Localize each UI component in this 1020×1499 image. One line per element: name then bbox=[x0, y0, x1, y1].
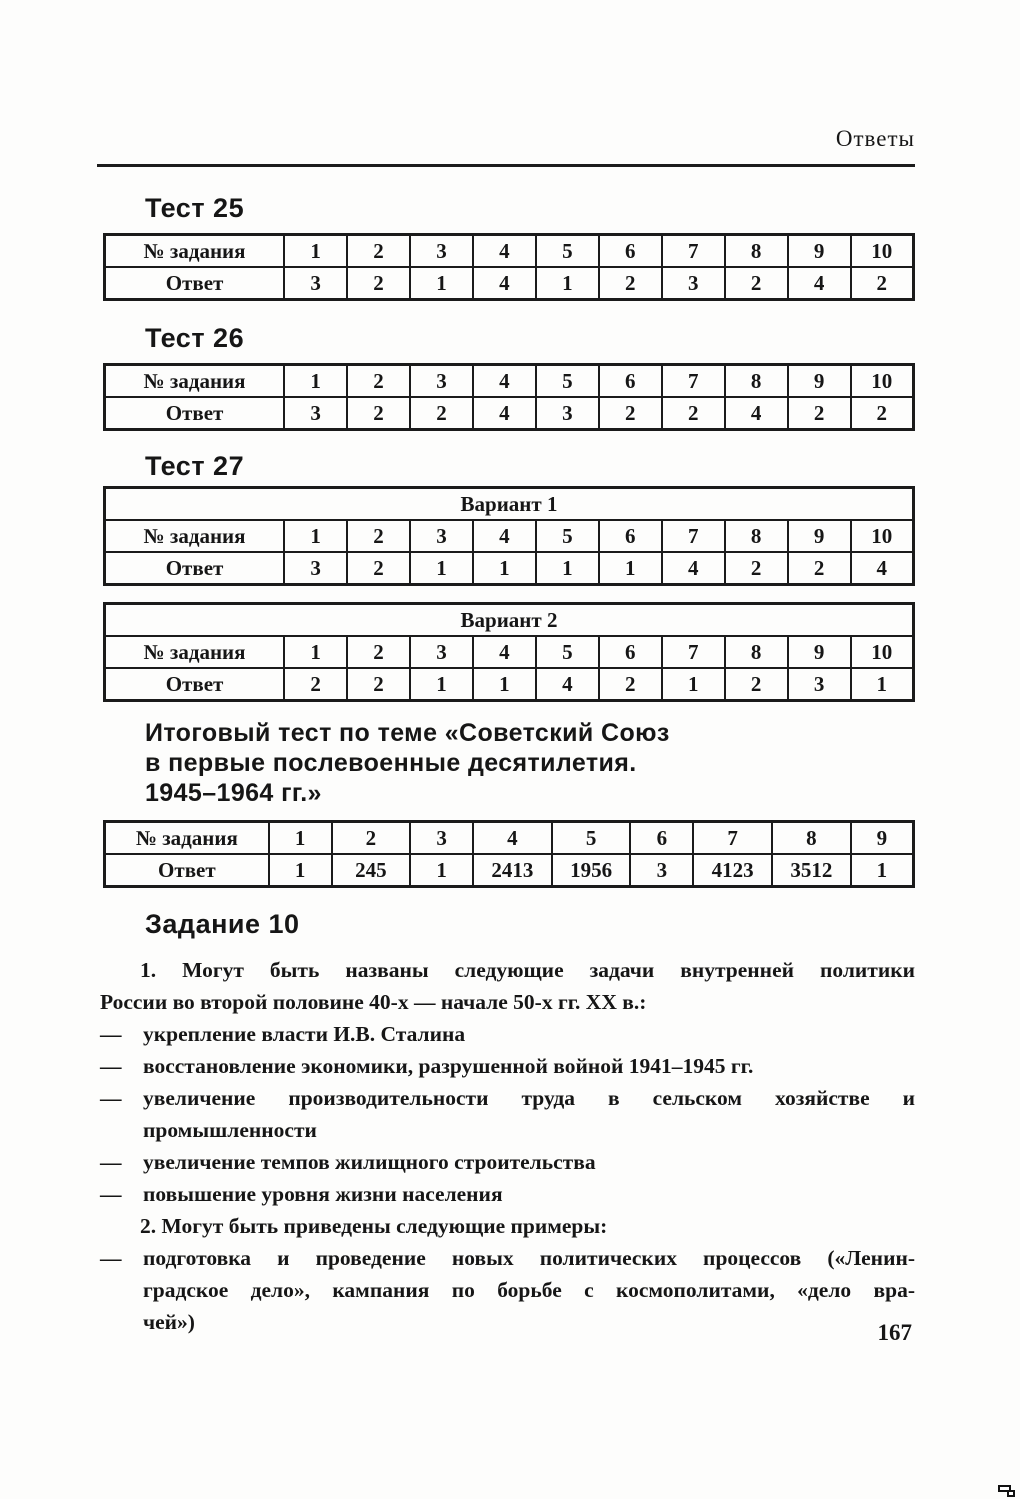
task-number-cell: 1 bbox=[284, 235, 347, 268]
task10-point2-paragraph bbox=[100, 1210, 915, 1242]
task-number-cell: 2 bbox=[347, 365, 410, 398]
answer-row bbox=[105, 267, 914, 300]
test27-variant2-table bbox=[103, 602, 915, 702]
task-number-cell: 8 bbox=[725, 636, 788, 668]
bullet-line: подготовка и проведение новых политических процессов («Ленин- bbox=[143, 1246, 915, 1270]
answer-cell: 2 bbox=[725, 552, 788, 585]
answer-row bbox=[105, 668, 914, 701]
task-number-cell: 9 bbox=[788, 520, 851, 552]
header-rule bbox=[97, 164, 915, 167]
final-test-title-line: в первые послевоенные десятилетия. bbox=[145, 749, 637, 777]
em-dash-marker: — bbox=[100, 1022, 122, 1046]
answer-cell: 2413 bbox=[473, 854, 552, 887]
task-number-cell: 3 bbox=[410, 636, 473, 668]
answer-cell: 2 bbox=[851, 267, 914, 300]
task-number-cell: 3 bbox=[410, 235, 473, 268]
task10-title: Задание 10 bbox=[145, 909, 300, 939]
task-number-cell: 8 bbox=[725, 365, 788, 398]
task-number-cell: 5 bbox=[536, 636, 599, 668]
task-number-cell: 8 bbox=[772, 822, 851, 855]
test25-title: Тест 25 bbox=[145, 193, 245, 223]
task-number-cell: 8 bbox=[725, 235, 788, 268]
row-label-answer: Ответ bbox=[105, 267, 285, 300]
task-number-cell: 2 bbox=[332, 822, 411, 855]
task-number-cell: 3 bbox=[410, 822, 473, 855]
test26-title: Тест 26 bbox=[145, 323, 245, 353]
answer-cell: 1 bbox=[662, 668, 725, 701]
task-number-cell: 5 bbox=[536, 520, 599, 552]
answer-cell: 1 bbox=[410, 267, 473, 300]
task-number-row bbox=[105, 636, 914, 668]
answer-cell: 4 bbox=[536, 668, 599, 701]
bullet-line: восстановление экономики, разрушенной войной 1941–1945 гг. bbox=[143, 1054, 754, 1078]
em-dash-marker: — bbox=[100, 1182, 122, 1206]
answer-cell: 3512 bbox=[772, 854, 851, 887]
task-number-cell: 9 bbox=[788, 636, 851, 668]
answer-cell: 2 bbox=[347, 397, 410, 430]
row-label-answer: Ответ bbox=[105, 668, 285, 701]
answer-cell: 2 bbox=[599, 397, 662, 430]
answer-cell: 3 bbox=[536, 397, 599, 430]
em-dash-marker: — bbox=[100, 1054, 122, 1078]
task-number-cell: 10 bbox=[851, 636, 914, 668]
task-number-cell: 8 bbox=[725, 520, 788, 552]
task-number-cell: 1 bbox=[269, 822, 332, 855]
task-number-cell: 2 bbox=[347, 235, 410, 268]
answer-cell: 4 bbox=[473, 267, 536, 300]
answer-cell: 4 bbox=[662, 552, 725, 585]
final-test-title bbox=[145, 718, 1020, 808]
answer-cell: 2 bbox=[347, 552, 410, 585]
task10-bullet bbox=[100, 1018, 915, 1050]
task-number-cell: 10 bbox=[851, 365, 914, 398]
answer-cell: 4 bbox=[851, 552, 914, 585]
answer-row bbox=[105, 397, 914, 430]
task10-bullet bbox=[100, 1242, 915, 1338]
bullet-line: промышленности bbox=[143, 1118, 317, 1142]
scan-artifact bbox=[998, 1485, 1016, 1497]
answer-cell: 245 bbox=[332, 854, 411, 887]
answer-cell: 3 bbox=[630, 854, 693, 887]
task-number-cell: 7 bbox=[662, 520, 725, 552]
row-label-answer: Ответ bbox=[105, 854, 269, 887]
task-number-row bbox=[105, 822, 914, 855]
task-number-row bbox=[105, 520, 914, 552]
answer-cell: 1 bbox=[536, 552, 599, 585]
final-test-title-line: Итоговый тест по теме «Советский Союз bbox=[145, 719, 670, 747]
row-label-task-no: № задания bbox=[105, 822, 269, 855]
task-number-cell: 5 bbox=[552, 822, 631, 855]
row-label-task-no: № задания bbox=[105, 365, 285, 398]
answer-cell: 2 bbox=[788, 397, 851, 430]
variant1-label: Вариант 1 bbox=[105, 488, 914, 521]
variant2-label: Вариант 2 bbox=[105, 604, 914, 637]
answer-cell: 2 bbox=[410, 397, 473, 430]
task10-point1-paragraph bbox=[100, 954, 915, 1018]
final-test-answer-table bbox=[103, 820, 915, 888]
task-number-cell: 6 bbox=[599, 365, 662, 398]
answer-cell: 1 bbox=[473, 552, 536, 585]
task-number-cell: 9 bbox=[851, 822, 914, 855]
answer-cell: 2 bbox=[851, 397, 914, 430]
row-label-task-no: № задания bbox=[105, 235, 285, 268]
answer-cell: 2 bbox=[788, 552, 851, 585]
answer-cell: 1 bbox=[599, 552, 662, 585]
task-number-cell: 6 bbox=[599, 235, 662, 268]
task10-bullet bbox=[100, 1178, 915, 1210]
answer-cell: 2 bbox=[347, 267, 410, 300]
answer-cell: 3 bbox=[662, 267, 725, 300]
task-number-cell: 4 bbox=[473, 235, 536, 268]
task-number-cell: 10 bbox=[851, 235, 914, 268]
answer-cell: 4 bbox=[725, 397, 788, 430]
test27-title: Тест 27 bbox=[145, 451, 245, 481]
em-dash-marker: — bbox=[100, 1246, 122, 1270]
answer-cell: 3 bbox=[284, 552, 347, 585]
answer-cell: 3 bbox=[284, 267, 347, 300]
answer-cell: 2 bbox=[725, 267, 788, 300]
task-number-cell: 7 bbox=[693, 822, 772, 855]
task-number-cell: 4 bbox=[473, 520, 536, 552]
answer-cell: 1 bbox=[410, 668, 473, 701]
bullet-line: чей») bbox=[143, 1310, 195, 1334]
answer-row bbox=[105, 552, 914, 585]
task-number-cell: 5 bbox=[536, 235, 599, 268]
answer-cell: 3 bbox=[284, 397, 347, 430]
bullet-line: увеличение темпов жилищного строительства bbox=[143, 1150, 596, 1174]
answer-cell: 1 bbox=[473, 668, 536, 701]
paragraph-line: России во второй половине 40-х — начале 50-х гг. XX в.: bbox=[100, 990, 647, 1014]
bullet-line: повышение уровня жизни населения bbox=[143, 1182, 503, 1206]
answer-cell: 1 bbox=[269, 854, 332, 887]
answer-cell: 1 bbox=[851, 854, 914, 887]
answer-cell: 1 bbox=[536, 267, 599, 300]
task-number-cell: 1 bbox=[284, 520, 347, 552]
task10-bullet bbox=[100, 1082, 915, 1146]
test27-variant1-table bbox=[103, 486, 915, 586]
answer-cell: 1956 bbox=[552, 854, 631, 887]
row-label-answer: Ответ bbox=[105, 552, 285, 585]
variant-header-row bbox=[105, 604, 914, 637]
task-number-cell: 1 bbox=[284, 365, 347, 398]
task-number-cell: 3 bbox=[410, 365, 473, 398]
task-number-cell: 3 bbox=[410, 520, 473, 552]
task10-bullet bbox=[100, 1146, 915, 1178]
task-number-cell: 7 bbox=[662, 365, 725, 398]
em-dash-marker: — bbox=[100, 1086, 122, 1110]
task-number-cell: 6 bbox=[599, 636, 662, 668]
task-number-cell: 9 bbox=[788, 235, 851, 268]
page-number: 167 bbox=[877, 1320, 912, 1345]
answer-cell: 4123 bbox=[693, 854, 772, 887]
final-test-title-line: 1945–1964 гг.» bbox=[145, 779, 322, 807]
answer-cell: 2 bbox=[347, 668, 410, 701]
test25-answer-table bbox=[103, 233, 915, 301]
answer-cell: 4 bbox=[788, 267, 851, 300]
variant-header-row bbox=[105, 488, 914, 521]
test26-answer-table bbox=[103, 363, 915, 431]
answer-cell: 2 bbox=[599, 668, 662, 701]
task-number-cell: 1 bbox=[284, 636, 347, 668]
paragraph-line: 1. Могут быть названы следующие задачи внутренней политики bbox=[140, 958, 915, 982]
answer-cell: 4 bbox=[473, 397, 536, 430]
bullet-line: увеличение производительности труда в сельском хозяйстве и bbox=[143, 1086, 915, 1110]
task-number-cell: 4 bbox=[473, 636, 536, 668]
running-header: Ответы bbox=[835, 126, 915, 151]
answer-cell: 1 bbox=[410, 552, 473, 585]
task-number-cell: 2 bbox=[347, 636, 410, 668]
paragraph-line: 2. Могут быть приведены следующие примеры: bbox=[140, 1214, 608, 1238]
bullet-line: укрепление власти И.В. Сталина bbox=[143, 1022, 466, 1046]
task-number-cell: 6 bbox=[630, 822, 693, 855]
answer-cell: 1 bbox=[851, 668, 914, 701]
task-number-cell: 4 bbox=[473, 365, 536, 398]
row-label-task-no: № задания bbox=[105, 520, 285, 552]
answer-cell: 3 bbox=[788, 668, 851, 701]
answer-cell: 2 bbox=[662, 397, 725, 430]
answer-cell: 1 bbox=[410, 854, 473, 887]
task-number-cell: 10 bbox=[851, 520, 914, 552]
task-number-cell: 6 bbox=[599, 520, 662, 552]
row-label-task-no: № задания bbox=[105, 636, 285, 668]
task-number-cell: 5 bbox=[536, 365, 599, 398]
task10-bullet bbox=[100, 1050, 915, 1082]
row-label-answer: Ответ bbox=[105, 397, 285, 430]
task-number-cell: 2 bbox=[347, 520, 410, 552]
answer-cell: 2 bbox=[284, 668, 347, 701]
answer-cell: 2 bbox=[725, 668, 788, 701]
bullet-line: градское дело», кампания по борьбе с космополитами, «дело вра- bbox=[143, 1278, 915, 1302]
answer-row bbox=[105, 854, 914, 887]
em-dash-marker: — bbox=[100, 1150, 122, 1174]
task-number-row bbox=[105, 235, 914, 268]
answer-cell: 2 bbox=[599, 267, 662, 300]
task-number-row bbox=[105, 365, 914, 398]
task-number-cell: 4 bbox=[473, 822, 552, 855]
scan-artifact-mark bbox=[1007, 1490, 1015, 1497]
task-number-cell: 7 bbox=[662, 235, 725, 268]
task-number-cell: 9 bbox=[788, 365, 851, 398]
task-number-cell: 7 bbox=[662, 636, 725, 668]
